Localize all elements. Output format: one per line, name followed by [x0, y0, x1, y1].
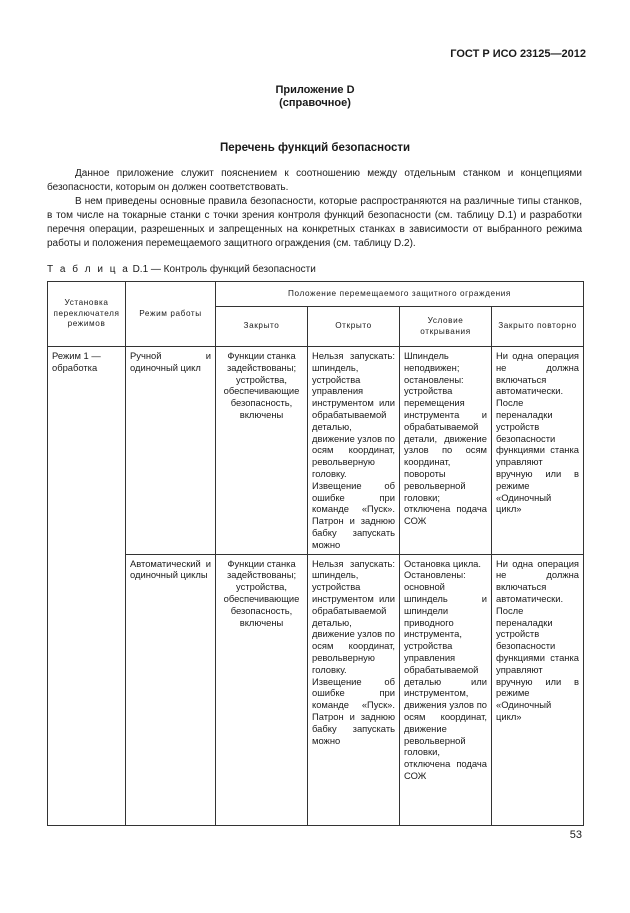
open-cell: [308, 347, 400, 555]
table-caption: [47, 264, 316, 275]
paragraph-1: Данное приложение служит пояснением к соотношению между отдельным станком и концепциями безопасности, которым он должен соответствовать.: [47, 168, 582, 193]
table-header-row-1: [48, 282, 584, 307]
closed-cell: Функции станка задействованы; устройства, обеспечивающие безопасность, включены: [216, 554, 308, 825]
open-cell: [308, 554, 400, 825]
reclosed-cell: Ни одна операция не должна включаться автоматически. После переналадки устройств безопасности функциями станка управляют вручную или в режиме «Одиночный цикл»: [492, 347, 584, 555]
conditional-open-cell: [400, 554, 492, 825]
header-closed: Закрыто: [216, 307, 308, 347]
page-number: 53: [569, 829, 582, 841]
section-title: Перечень функций безопасности: [219, 142, 411, 154]
conditional-open-cell: [400, 347, 492, 555]
header-operating-mode: Режим работы: [126, 282, 216, 347]
open-text-2: Извещение об ошибке при команде «Пуск». Патрон и заднюю бабку запускать можно: [312, 479, 395, 550]
appendix-subtitle: (справочное): [279, 97, 351, 109]
header-conditional-open: Условие открывания: [400, 307, 492, 347]
table-row: [48, 554, 584, 825]
header-open: Открыто: [308, 307, 400, 347]
table-caption-prefix: Т а б л и ц а: [47, 264, 130, 275]
conditional-text-1: Шпиндель неподвижен; остановлены: устройства перемещения инструмента и обрабатываемой детали, движение узлов по осям координат, повороты револьверной головки; отключена подача СОЖ: [404, 350, 487, 527]
open-text-2: Извещение об ошибке при команде «Пуск». Патрон и заднюю бабку запускать можно: [312, 675, 395, 746]
operating-mode-cell: Ручной и одиночный цикл: [126, 347, 216, 555]
conditional-text-1: Остановка цикла.: [404, 557, 481, 569]
closed-cell: Функции станка задействованы; устройства, обеспечивающие безопасность, включены: [216, 347, 308, 555]
appendix-title: Приложение D: [275, 84, 355, 96]
reclosed-cell: Ни одна операция не должна включаться автоматически. После переналадки устройств безопасности функциями станка управляют вручную или в режиме «Одиночный цикл»: [492, 554, 584, 825]
paragraph-2: В нем приведены основные правила безопасности, которые распространяются на различные типы станков, в том числе на токарные станки с точки зрения контроля функций безопасности (см. таблицу D.1) и разработки перечня операции, разрешенных и запрещенных на конкретных станках в зависимости от выбранного режима работы и положения перемещаемого защитного ограждения (см. таблицу D.2).: [47, 196, 582, 249]
document-code: ГОСТ Р ИСО 23125—2012: [450, 48, 586, 60]
header-reclosed: Закрыто повторно: [492, 307, 584, 347]
header-mode-switch: Установка переключателя режимов: [48, 282, 126, 347]
conditional-text-2: Остановлены: основной шпиндель и шпиндели приводного инструмента, устройства управления обрабатываемой деталью или инструментом, движения узлов по осям координат, движение револьверной головки, отключена подача СОЖ: [404, 569, 487, 781]
table-caption-text: D.1 — Контроль функций безопасности: [132, 264, 316, 275]
safety-functions-table: [47, 281, 584, 826]
appendix-heading: [0, 84, 630, 110]
operating-mode-cell: Автоматический и одиночный циклы: [126, 554, 216, 825]
header-guard-position: Положение перемещаемого защитного ограждения: [216, 282, 584, 307]
table-row: [48, 347, 584, 555]
open-text-1: Нельзя запускать: шпиндель, устройства инструментом или обрабатываемой деталью, движение узлов по осям координат, револьверную головку.: [312, 557, 395, 675]
mode-1-cell: Режим 1 — обработка: [48, 347, 126, 826]
open-text-1: Нельзя запускать: шпиндель, устройства управления инструментом или обрабатываемой деталью, движение узлов по осям координат, револьверную головку.: [312, 350, 395, 479]
